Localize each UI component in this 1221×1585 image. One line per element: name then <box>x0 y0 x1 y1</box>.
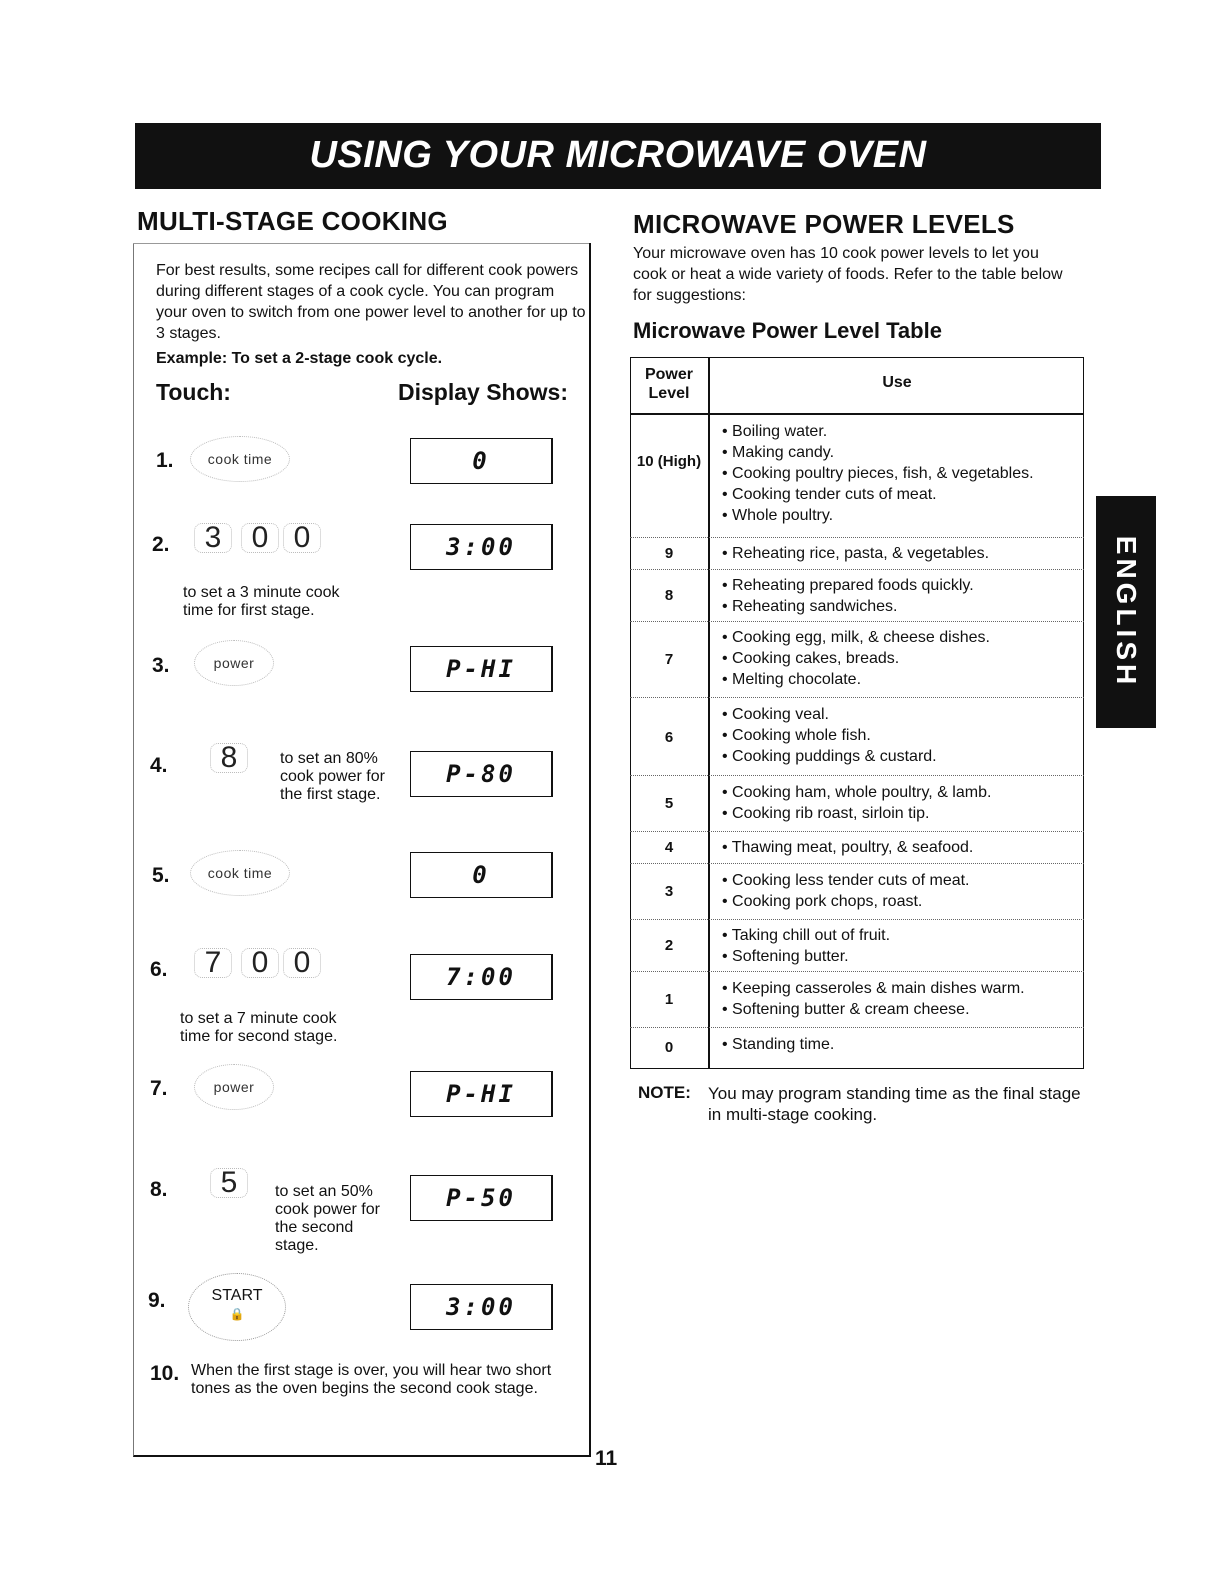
step-number: 8. <box>150 1178 168 1201</box>
language-tab <box>1096 496 1156 728</box>
power-level: 2 <box>664 937 674 954</box>
power-uses: • Boiling water. • Making candy. • Cooking poultry pieces, fish, & vegetables. • Cooking tender cuts of meat. • Whole poultry. <box>722 423 1034 524</box>
power-uses: • Taking chill out of fruit. • Softening butter. <box>722 927 891 965</box>
power-uses: • Cooking veal. • Cooking whole fish. • Cooking puddings & custard. <box>722 706 937 765</box>
pad-label: cook time <box>207 865 273 881</box>
table-row <box>630 697 1084 776</box>
power-level: 8 <box>664 587 674 604</box>
power-uses: • Cooking ham, whole poultry, & lamb. • Cooking rib roast, sirloin tip. <box>722 784 992 822</box>
power-level: 0 <box>664 1039 674 1056</box>
table-header-divider <box>630 413 1084 415</box>
step-note: to set a 3 minute cook time for first stage. <box>183 584 340 619</box>
table-row <box>630 863 1084 920</box>
multi-stage-intro: For best results, some recipes call for different cook powers during different stages of a cook cycle. You can program your oven to switch from one power level to another for up to 3 stages. <box>156 262 586 342</box>
step-number: 5. <box>152 864 170 887</box>
power-uses: • Reheating rice, pasta, & vegetables. <box>722 545 990 562</box>
table-row <box>630 537 1084 570</box>
digit-pad[interactable]: 7 <box>196 946 230 980</box>
digit-pad[interactable]: 0 <box>243 521 277 555</box>
table-row <box>630 419 1084 537</box>
power-level-table <box>630 357 1084 1367</box>
digit-pad[interactable]: 0 <box>285 521 319 555</box>
power-level: 1 <box>664 991 674 1008</box>
display-readout: P-50 <box>410 1175 553 1221</box>
display-readout: 0 <box>410 852 553 898</box>
power-table-title: Microwave Power Level Table <box>633 318 942 343</box>
display-readout: P-80 <box>410 751 553 797</box>
display-readout: 7:00 <box>410 954 553 1000</box>
digit-pad[interactable]: 5 <box>212 1166 246 1200</box>
power-level: 6 <box>664 729 674 746</box>
display-readout: P-HI <box>410 1071 553 1117</box>
display-readout: 3:00 <box>410 1284 553 1330</box>
table-row <box>630 1027 1084 1068</box>
start-button[interactable] <box>188 1273 286 1341</box>
header-use: Use <box>882 374 912 391</box>
power-pad[interactable] <box>194 640 274 686</box>
digit-pad[interactable]: 8 <box>212 741 246 775</box>
page-header: USING YOUR MICROWAVE OVEN <box>135 123 1101 189</box>
power-uses: • Keeping casseroles & main dishes warm. • Softening butter & cream cheese. <box>722 980 1025 1018</box>
pad-label: power <box>213 1079 255 1095</box>
note-label: NOTE: <box>638 1083 691 1102</box>
digit-pad[interactable]: 0 <box>243 946 277 980</box>
example-label: Example: To set a 2-stage cook cycle. <box>156 350 443 367</box>
step-number: 6. <box>150 958 168 981</box>
step-number: 1. <box>156 449 174 472</box>
lock-icon: 🔒 <box>229 1307 245 1321</box>
table-row <box>630 971 1084 1028</box>
step-note: to set a 7 minute cook time for second stage. <box>180 1010 338 1045</box>
pad-label: power <box>213 655 255 671</box>
table-row <box>630 621 1084 698</box>
section-heading-power-levels: MICROWAVE POWER LEVELS <box>633 209 1015 239</box>
power-levels-intro: Your microwave oven has 10 cook power levels to let you cook or heat a wide variety of foods. Refer to the table below for suggestions: <box>633 245 1063 304</box>
display-readout: 3:00 <box>410 524 553 570</box>
power-uses: • Cooking egg, milk, & cheese dishes. • Cooking cakes, breads. • Melting chocolate. <box>722 629 990 688</box>
table-row <box>630 775 1084 832</box>
power-level: 4 <box>664 839 674 856</box>
header-power-level: Power Level <box>644 366 693 402</box>
power-uses: • Cooking less tender cuts of meat. • Cooking pork chops, roast. <box>722 872 970 910</box>
power-level: 9 <box>664 545 674 562</box>
power-level: 5 <box>664 795 674 812</box>
power-uses: • Thawing meat, poultry, & seafood. <box>722 839 974 856</box>
power-uses: • Standing time. <box>722 1036 835 1053</box>
step-note: When the first stage is over, you will hear two short tones as the oven begins the second cook stage. <box>191 1362 552 1397</box>
section-heading-multi-stage: MULTI-STAGE COOKING <box>137 206 448 236</box>
digit-pad[interactable]: 0 <box>285 946 319 980</box>
power-pad[interactable] <box>194 1064 274 1110</box>
cook-time-pad[interactable] <box>190 850 290 896</box>
table-row <box>630 569 1084 622</box>
power-level: 10 (High) <box>636 453 702 470</box>
power-uses: • Reheating prepared foods quickly. • Reheating sandwiches. <box>722 577 974 615</box>
step-number: 4. <box>150 754 168 777</box>
display-readout: 0 <box>410 438 553 484</box>
table-row <box>630 919 1084 972</box>
power-level: 7 <box>664 651 674 668</box>
start-label: START <box>211 1287 263 1304</box>
step-note: to set an 50% cook power for the second stage. <box>275 1183 380 1254</box>
table-row <box>630 831 1084 864</box>
step-number: 10. <box>150 1362 180 1385</box>
step-number: 2. <box>152 533 170 556</box>
display-readout: P-HI <box>410 646 553 692</box>
cook-time-pad[interactable] <box>190 436 290 482</box>
language-tab-label: ENGLISH <box>1111 535 1142 689</box>
step-number: 3. <box>152 654 170 677</box>
step-number: 7. <box>150 1077 168 1100</box>
touch-label: Touch: <box>156 379 231 405</box>
pad-label: cook time <box>207 451 273 467</box>
power-level: 3 <box>664 883 674 900</box>
digit-pad[interactable]: 3 <box>196 521 230 555</box>
page-number: 11 <box>595 1447 618 1470</box>
display-shows-label: Display Shows: <box>398 379 568 405</box>
note-text: You may program standing time as the final stage in multi-stage cooking. <box>708 1084 1081 1124</box>
step-note: to set an 80% cook power for the first stage. <box>280 750 385 803</box>
step-number: 9. <box>148 1289 166 1312</box>
